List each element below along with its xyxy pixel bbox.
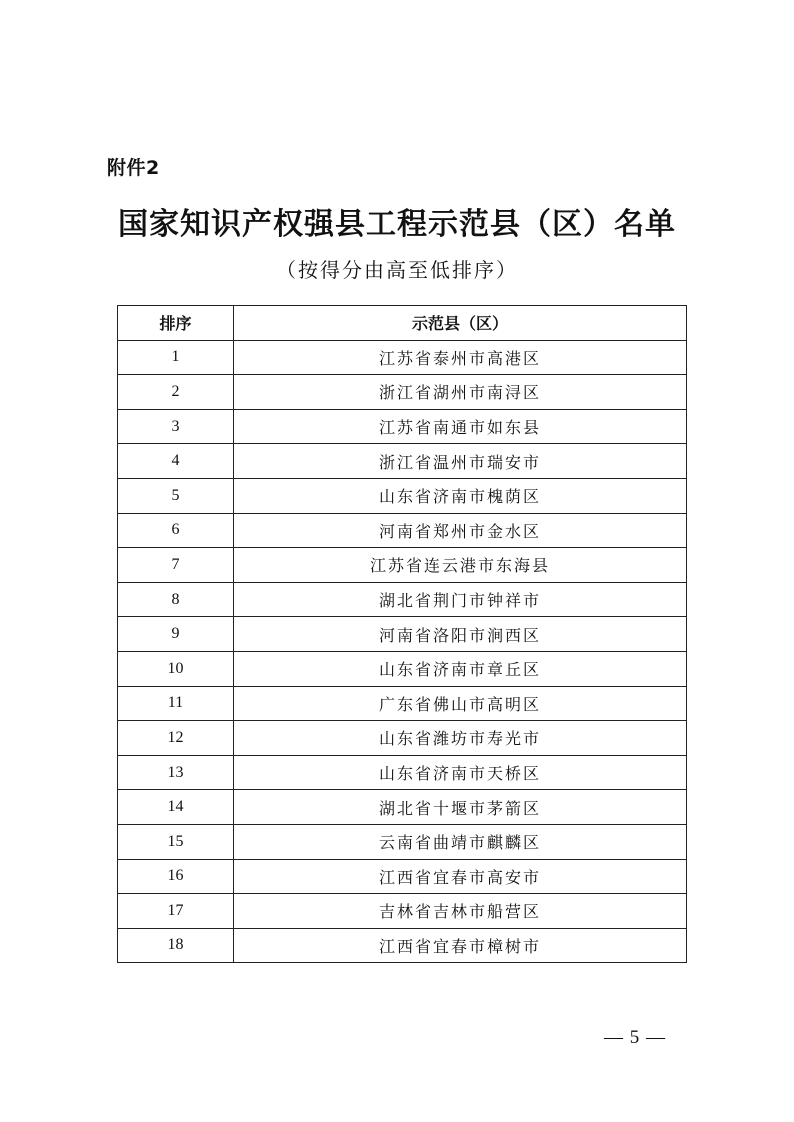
rank-cell: 5: [118, 478, 234, 513]
county-name-cell: 江苏省南通市如东县: [234, 409, 687, 444]
table-row: [118, 409, 687, 444]
county-name-cell: 浙江省湖州市南浔区: [234, 375, 687, 410]
table-row: [118, 340, 687, 375]
rank-cell: 11: [118, 686, 234, 721]
table-header-row: [118, 306, 687, 341]
table-row: [118, 478, 687, 513]
demonstration-county-table: [117, 305, 687, 963]
county-name-cell: 山东省济南市章丘区: [234, 651, 687, 686]
table-row: [118, 617, 687, 652]
county-name-cell: 河南省洛阳市涧西区: [234, 617, 687, 652]
document-subtitle: （按得分由高至低排序）: [276, 258, 518, 282]
rank-cell: 18: [118, 928, 234, 963]
county-name-cell: 山东省潍坊市寿光市: [234, 721, 687, 756]
county-name-cell: 江西省宜春市高安市: [234, 859, 687, 894]
table-row: [118, 928, 687, 963]
rank-cell: 16: [118, 859, 234, 894]
table-row: [118, 582, 687, 617]
attachment-label: 附件2: [107, 157, 160, 179]
table-row: [118, 824, 687, 859]
column-header-rank: 排序: [118, 306, 234, 341]
rank-cell: 8: [118, 582, 234, 617]
rank-cell: 3: [118, 409, 234, 444]
table-row: [118, 894, 687, 929]
county-name-cell: 江苏省连云港市东海县: [234, 548, 687, 583]
county-name-cell: 山东省济南市天桥区: [234, 755, 687, 790]
rank-cell: 2: [118, 375, 234, 410]
table-row: [118, 548, 687, 583]
rank-cell: 4: [118, 444, 234, 479]
rank-cell: 12: [118, 721, 234, 756]
column-header-county: 示范县（区）: [234, 306, 687, 341]
table-row: [118, 686, 687, 721]
county-name-cell: 河南省郑州市金水区: [234, 513, 687, 548]
county-name-cell: 山东省济南市槐荫区: [234, 478, 687, 513]
table-row: [118, 513, 687, 548]
rank-cell: 17: [118, 894, 234, 929]
table-row: [118, 790, 687, 825]
rank-cell: 7: [118, 548, 234, 583]
county-name-cell: 云南省曲靖市麒麟区: [234, 824, 687, 859]
table-row: [118, 859, 687, 894]
county-name-cell: 广东省佛山市高明区: [234, 686, 687, 721]
county-name-cell: 江苏省泰州市高港区: [234, 340, 687, 375]
document-title: 国家知识产权强县工程示范县（区）名单: [118, 207, 676, 242]
county-name-cell: 江西省宜春市樟树市: [234, 928, 687, 963]
rank-cell: 6: [118, 513, 234, 548]
county-name-cell: 湖北省十堰市茅箭区: [234, 790, 687, 825]
rank-cell: 1: [118, 340, 234, 375]
rank-cell: 14: [118, 790, 234, 825]
county-name-cell: 吉林省吉林市船营区: [234, 894, 687, 929]
table-row: [118, 755, 687, 790]
rank-cell: 13: [118, 755, 234, 790]
table-row: [118, 375, 687, 410]
table-row: [118, 721, 687, 756]
table-row: [118, 651, 687, 686]
table-row: [118, 444, 687, 479]
rank-cell: 15: [118, 824, 234, 859]
county-name-cell: 浙江省温州市瑞安市: [234, 444, 687, 479]
page-number: — 5 —: [604, 1027, 666, 1048]
table-body: [118, 340, 687, 963]
rank-cell: 9: [118, 617, 234, 652]
rank-cell: 10: [118, 651, 234, 686]
county-name-cell: 湖北省荆门市钟祥市: [234, 582, 687, 617]
